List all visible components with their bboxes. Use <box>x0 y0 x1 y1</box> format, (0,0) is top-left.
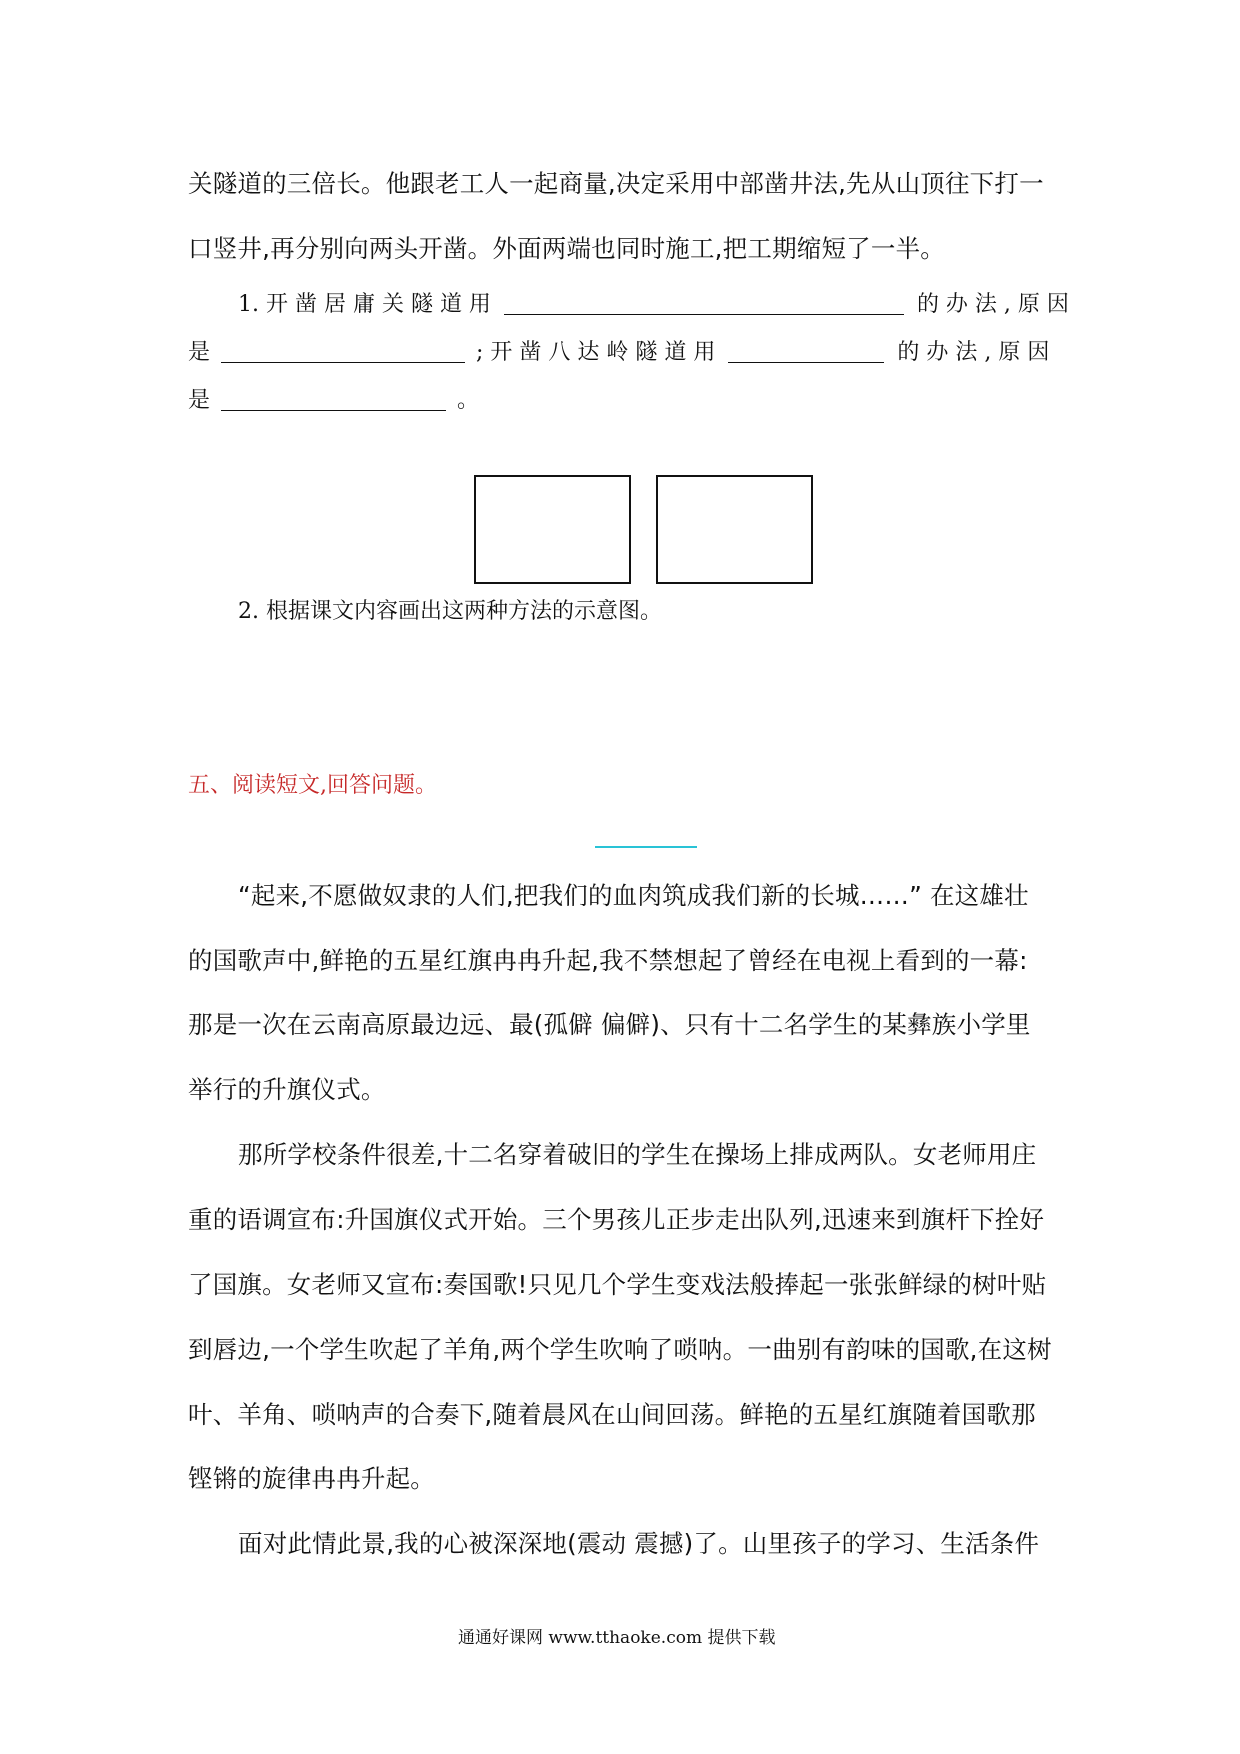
drawing-box-left[interactable] <box>474 475 631 584</box>
reading-p3-line1: 面对此情此景,我的心被深深地(震动 震撼)了。山里孩子的学习、生活条件 <box>238 1529 1040 1558</box>
reading-p1-line3: 那是一次在云南高原最边远、最(孤僻 偏僻)、只有十二名学生的某彝族小学里 <box>188 1010 1031 1039</box>
section5-heading: 五、阅读短文,回答问题。 <box>188 773 437 798</box>
question2-text: 2. 根据课文内容画出这两种方法的示意图。 <box>238 599 662 624</box>
question1-shi-1: 是 <box>188 340 211 365</box>
drawing-box-right[interactable] <box>656 475 813 584</box>
reading-p1-line4: 举行的升旗仪式。 <box>188 1075 386 1104</box>
footer-text: 通通好课网 www.tthaoke.com 提供下载 <box>458 1628 776 1648</box>
reading-p2-line3: 了国旗。女老师又宣布:奏国歌!只见几个学生变戏法般捧起一张张鲜绿的树叶贴 <box>188 1270 1047 1299</box>
passage-line-1: 关隧道的三倍长。他跟老工人一起商量,决定采用中部凿井法,先从山顶往下打一 <box>188 169 1044 198</box>
answer-blank-juyongguan-method[interactable] <box>504 292 904 315</box>
passage-line-2: 口竖井,再分别向两头开凿。外面两端也同时施工,把工期缩短了一半。 <box>188 234 945 263</box>
reading-p2-line1: 那所学校条件很差,十二名穿着破旧的学生在操场上排成两队。女老师用庄 <box>238 1140 1037 1169</box>
answer-blank-badaling-method[interactable] <box>728 340 884 363</box>
question1-row2 <box>188 338 1049 368</box>
question1-prompt-badaling: ; 开 凿 八 达 岭 隧 道 用 <box>476 340 716 365</box>
question1-method-reason-2: 的 办 法 , 原 因 <box>897 340 1050 365</box>
question1-shi-2: 是 <box>188 388 211 413</box>
reading-p2-line4: 到唇边,一个学生吹起了羊角,两个学生吹响了唢呐。一曲别有韵味的国歌,在这树 <box>188 1335 1052 1364</box>
question1-period: 。 <box>457 388 480 413</box>
question1-row1 <box>238 290 1069 320</box>
reading-p2-line2: 重的语调宣布:升国旗仪式开始。三个男孩儿正步走出队列,迅速来到旗杆下拴好 <box>188 1205 1045 1234</box>
answer-blank-juyongguan-reason[interactable] <box>221 340 465 363</box>
reading-p1-line1: “起来,不愿做奴隶的人们,把我们的血肉筑成我们新的长城……” 在这雄壮 <box>238 881 1029 910</box>
title-underline <box>595 846 697 848</box>
question1-method-reason-1: 的 办 法 , 原 因 <box>916 292 1069 317</box>
reading-p1-line2: 的国歌声中,鲜艳的五星红旗冉冉升起,我不禁想起了曾经在电视上看到的一幕: <box>188 946 1028 975</box>
answer-blank-badaling-reason[interactable] <box>221 388 446 411</box>
reading-p2-line6: 铿锵的旋律冉冉升起。 <box>188 1464 435 1493</box>
question1-row3 <box>188 386 479 416</box>
question1-prompt-juyongguan: 1. 开 凿 居 庸 关 隧 道 用 <box>238 292 491 317</box>
reading-p2-line5: 叶、羊角、唢呐声的合奏下,随着晨风在山间回荡。鲜艳的五星红旗随着国歌那 <box>188 1400 1036 1429</box>
